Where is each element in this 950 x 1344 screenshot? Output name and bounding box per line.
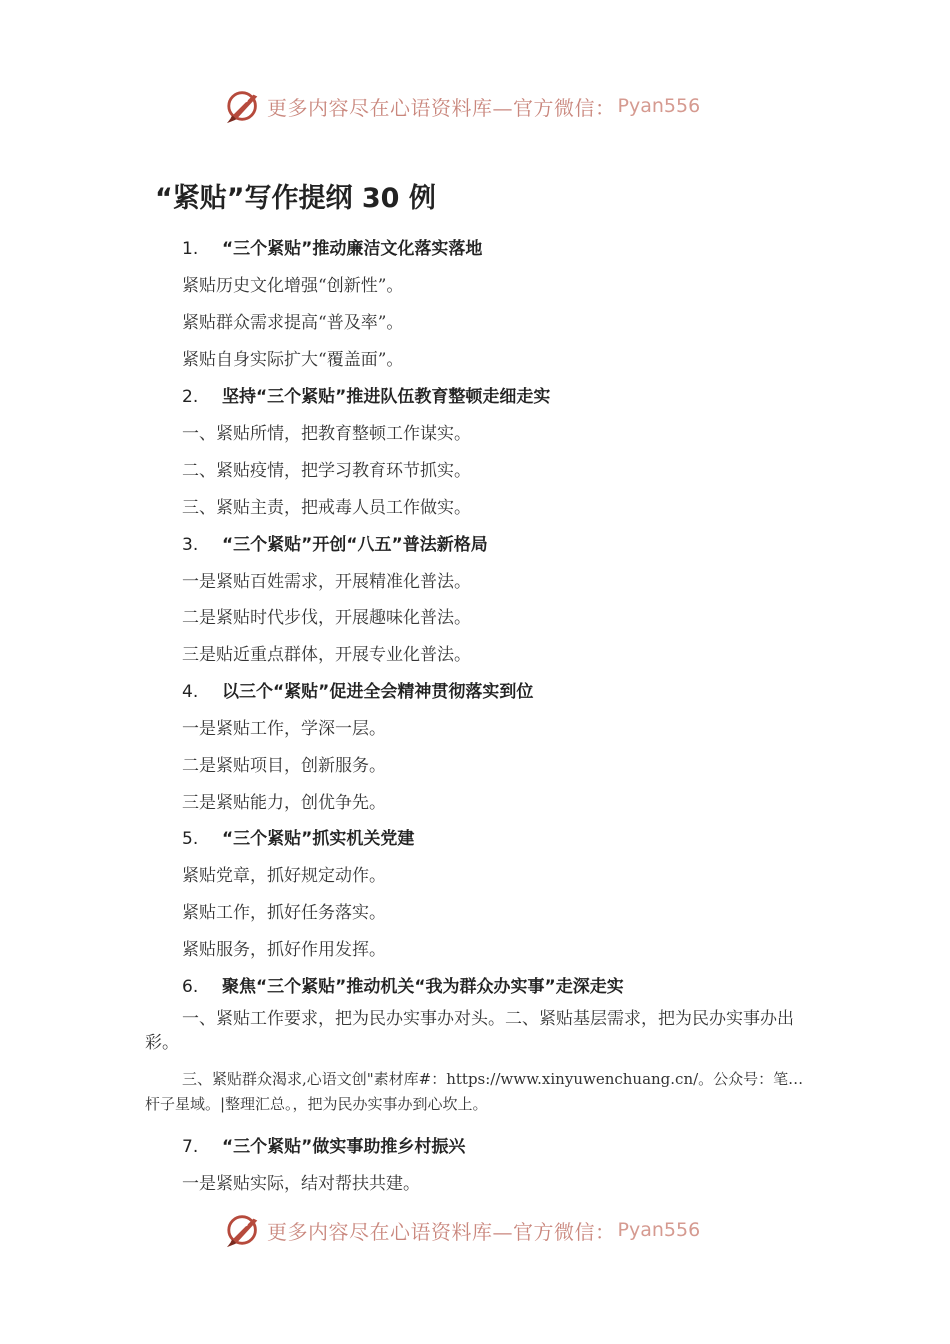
item-line: 一、紧贴所情，把教育整顿工作谋实。 xyxy=(182,424,471,444)
banner-wechat-id: Pyan556 xyxy=(617,1219,701,1241)
banner-text: 更多内容尽在心语资料库—官方微信： xyxy=(267,95,616,120)
item-heading: 1. “三个紧贴”推动廉洁文化落实落地 xyxy=(182,239,483,259)
item-heading: 2. 坚持“三个紧贴”推进队伍教育整顿走细走实 xyxy=(182,387,551,407)
header-banner xyxy=(225,84,745,128)
item-line: 二、紧贴疫情，把学习教育环节抓实。 xyxy=(182,461,471,481)
item-line: 二是紧贴项目，创新服务。 xyxy=(182,756,386,776)
item-heading: 7. “三个紧贴”做实事助推乡村振兴 xyxy=(182,1137,466,1157)
pen-logo-icon xyxy=(225,87,263,125)
item-line: 一是紧贴百姓需求，开展精准化普法。 xyxy=(182,572,471,592)
pen-logo-icon xyxy=(225,1211,263,1249)
document-title: “紧贴”写作提纲 30 例 xyxy=(155,183,436,214)
item-heading: 4. 以三个“紧贴”促进全会精神贯彻落实到位 xyxy=(182,682,534,702)
item-line: 三、紧贴主责，把戒毒人员工作做实。 xyxy=(182,498,471,518)
item-line: 紧贴自身实际扩大“覆盖面”。 xyxy=(182,350,404,370)
item-heading: 5. “三个紧贴”抓实机关党建 xyxy=(182,829,415,849)
item-line: 二是紧贴时代步伐，开展趣味化普法。 xyxy=(182,608,471,628)
item-line: 紧贴工作，抓好任务落实。 xyxy=(182,903,386,923)
banner-text: 更多内容尽在心语资料库—官方微信： xyxy=(267,1219,616,1244)
item-line: 紧贴群众需求提高“普及率”。 xyxy=(182,313,404,333)
item-line: 紧贴服务，抓好作用发挥。 xyxy=(182,940,386,960)
item-line: 一是紧贴实际，结对帮扶共建。 xyxy=(182,1174,420,1194)
item-line: 一是紧贴工作，学深一层。 xyxy=(182,719,386,739)
item-line: 紧贴历史文化增强“创新性”。 xyxy=(182,276,404,296)
item-paragraph: 三、紧贴群众渴求,心语文创"素材库#：https://www.xinyuwenchuang.cn/。公众号：笔…杆子星域。|整理汇总。，把为民办实事办到心坎上。 xyxy=(145,1070,804,1113)
item-heading: 3. “三个紧贴”开创“八五”普法新格局 xyxy=(182,535,488,555)
banner-wechat-id: Pyan556 xyxy=(617,95,701,117)
item-heading: 6. 聚焦“三个紧贴”推动机关“我为群众办实事”走深走实 xyxy=(182,977,624,997)
item-line: 三是紧贴能力，创优争先。 xyxy=(182,793,386,813)
item-line: 三是贴近重点群体，开展专业化普法。 xyxy=(182,645,471,665)
footer-banner xyxy=(225,1208,745,1252)
item-paragraph: 一、紧贴工作要求，把为民办实事办对头。二、紧贴基层需求，把为民办实事办出彩。 xyxy=(145,1009,794,1053)
item-line: 紧贴党章，抓好规定动作。 xyxy=(182,866,386,886)
